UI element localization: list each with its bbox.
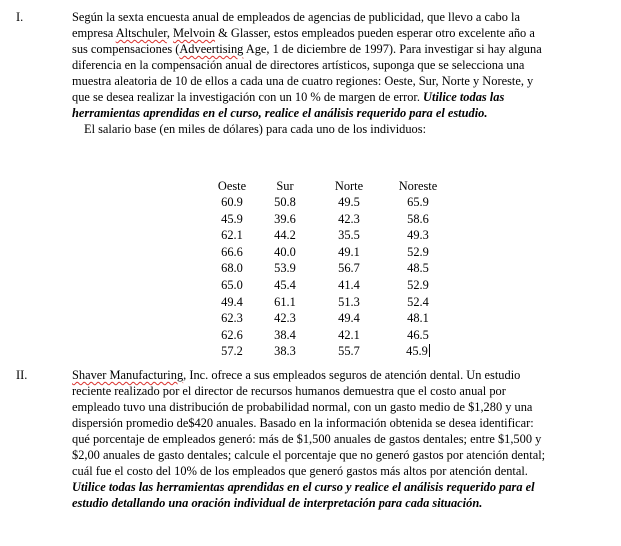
table-cell: 45.9 [406, 344, 428, 359]
table-cell: 56.7 [338, 261, 360, 276]
section-2-instruction: Utilice todas las herramientas aprendidas en el curso y realice el análisis requerido para el estudio detallando una oración individual de interpretación para cada situación. [72, 480, 535, 510]
table-row [213, 294, 457, 311]
spellcheck-word-melvoin[interactable]: Melvoin [173, 26, 216, 40]
table-cell: 41.4 [338, 277, 360, 292]
table-cell: 51.3 [338, 294, 360, 309]
table-cell: 48.5 [407, 261, 429, 276]
table-cell: 60.9 [221, 195, 243, 209]
table-cell: 49.4 [221, 294, 243, 309]
table-row [213, 277, 457, 294]
table-cell: 49.1 [338, 244, 360, 259]
table-cell: 58.6 [407, 211, 429, 226]
table-row [213, 343, 457, 360]
table-cell: 49.5 [338, 195, 360, 209]
table-cell: 38.4 [274, 327, 296, 342]
table-cell: 35.5 [338, 228, 360, 243]
salary-caption: El salario base (en miles de dólares) para cada uno de los individuos: [84, 122, 427, 136]
salary-table [213, 178, 457, 360]
section-2-paragraph[interactable] [72, 367, 552, 511]
table-cell: 65.0 [221, 277, 243, 292]
header-sur: Sur [276, 179, 294, 193]
table-cell: 66.6 [221, 244, 243, 259]
text-run: Según la sexta encuesta anual de empleados de agencias de publicidad, que llevo a cabo la empresa [72, 10, 520, 40]
spellcheck-word-company[interactable]: Shaver Manufacturing [72, 368, 184, 382]
table-cell: 49.4 [338, 311, 360, 326]
table-cell: 65.9 [407, 195, 429, 209]
table-cell: 45.4 [274, 277, 296, 292]
table-cell: 53.9 [274, 261, 296, 276]
table-row [213, 211, 457, 228]
section-1-instruction: Utilice todas las herramientas aprendidas en el curso, realice el análisis requerido para el estudio. [72, 90, 505, 120]
header-norte: Norte [334, 179, 364, 193]
header-noreste: Noreste [398, 179, 438, 193]
text-run: & Glasser, estos empleados pueden esperar otro excelente año a sus compensaciones ( [72, 26, 535, 56]
table-cell: 42.3 [338, 211, 360, 226]
table-cell: 62.3 [221, 311, 243, 326]
table-cell: 38.3 [274, 344, 296, 359]
table-row [213, 260, 457, 277]
text-run: , [166, 26, 174, 40]
header-oeste: Oeste [217, 179, 247, 193]
spellcheck-word-altschuler[interactable]: Altschuler [115, 26, 167, 40]
table-cell: 45.9 [221, 211, 243, 226]
table-cell: 42.1 [338, 327, 360, 342]
table-cell: 52.9 [407, 277, 429, 292]
section-1-numeral: I. [16, 10, 24, 24]
table-cell: 62.1 [221, 228, 243, 243]
table-cell: 62.6 [221, 327, 243, 342]
section-2-numeral: II. [16, 368, 28, 382]
table-cell: 61.1 [274, 294, 296, 309]
section-1 [16, 9, 552, 137]
table-row [213, 194, 457, 211]
table-cell: 44.2 [274, 228, 296, 243]
table-row [213, 227, 457, 244]
table-cell: 42.3 [274, 311, 296, 326]
table-cell: 39.6 [274, 211, 296, 226]
table-cell: 46.5 [407, 327, 429, 342]
section-2 [16, 367, 552, 511]
table-cell: 55.7 [338, 344, 360, 359]
table-cell: 50.8 [274, 195, 296, 209]
table-cell: 52.4 [407, 294, 429, 309]
table-cell: 52.9 [407, 244, 429, 259]
table-cell: 48.1 [407, 311, 429, 326]
text-run: , Inc. ofrece a sus empleados seguros de atención dental. Un estudio reciente realizado por el director de recursos humanos demuestra que el costo anual por empleado tuvo una distribución de probabilidad normal, con un gasto medio de $1,280 y una dispersión promedio de$420 anuales. Basado en la información obtenida se desea identificar: qué porcentaje de empleados generó: más de $1,500 anuales de gastos dentales; entre $1,500 y $2,00 anuales de gasto dentales; calcule el porcentaje que no generó gastos por atención dental; cuál fue el costo del 10% de los empleados que generó gastos más altos por atención dental. [72, 368, 546, 478]
text-run: Age, 1 de diciembre de 1997). Para investigar si hay alguna diferencia en la compensación anual de directores artísticos, suponga que se selecciona una muestra aleatoria de 10 de ellos a cada una de cuatro regiones: Oeste, Sur, Norte y Noreste, y que se desea realizar la investigación con un 10 % de margen de error. [72, 42, 542, 104]
table-row [213, 244, 457, 261]
table-cell: 68.0 [221, 261, 243, 276]
table-cell: 57.2 [221, 344, 243, 359]
table-cell: 40.0 [274, 244, 296, 259]
table-cell: 49.3 [407, 228, 429, 243]
table-row [213, 310, 457, 327]
table-row [213, 327, 457, 344]
table-header-row [213, 178, 457, 194]
section-1-paragraph[interactable] [72, 9, 552, 121]
spellcheck-word-advertising[interactable]: Adveertising [179, 42, 244, 56]
text-cursor [429, 344, 430, 357]
